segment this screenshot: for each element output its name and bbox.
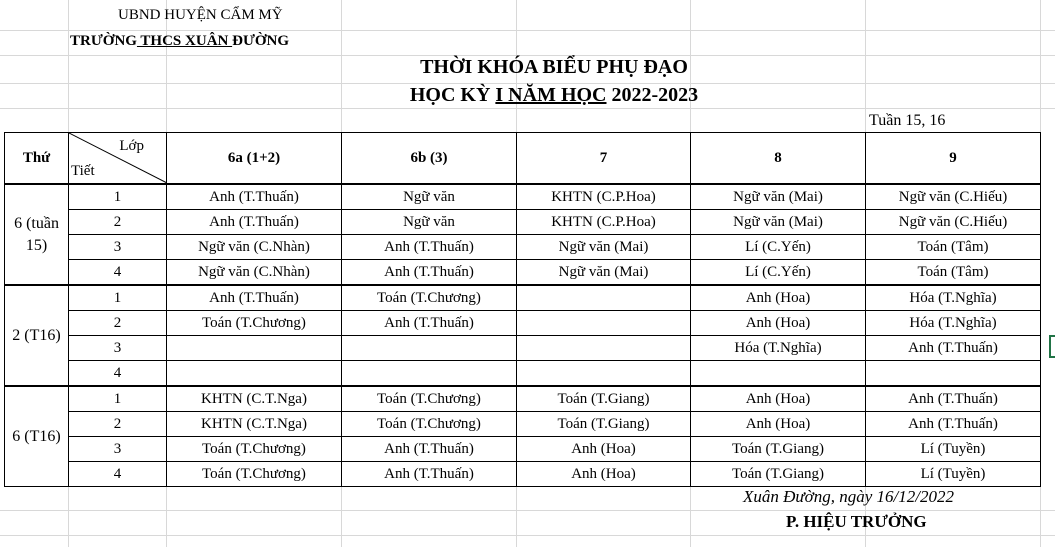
subject-cell[interactable]: Hóa (T.Nghĩa) [691,336,866,361]
subject-cell[interactable]: KHTN (C.P.Hoa) [517,184,691,210]
subject-cell[interactable] [342,361,517,387]
header-row [5,133,1041,185]
subject-cell[interactable]: Anh (T.Thuấn) [866,336,1041,361]
subject-cell[interactable]: KHTN (C.T.Nga) [167,412,342,437]
org-school-part3: ĐƯỜNG [232,33,290,49]
org-school-part2: THCS XUÂN [136,33,233,49]
subject-cell[interactable]: Toán (T.Giang) [691,462,866,487]
subject-cell[interactable]: Anh (T.Thuấn) [342,437,517,462]
subject-cell[interactable]: Toán (Tâm) [866,235,1041,260]
header-lop-tiet[interactable] [69,133,167,185]
header-thu[interactable]: Thứ [5,133,69,185]
header-lop: Lớp [119,138,144,154]
subject-cell[interactable]: Toán (T.Giang) [517,386,691,412]
day-cell[interactable]: 6 (T16) [5,386,69,487]
subject-cell[interactable]: Ngữ văn [342,210,517,235]
subject-cell[interactable]: Toán (T.Chương) [167,462,342,487]
subject-cell[interactable]: Toán (T.Chương) [342,386,517,412]
subtitle-part3: 2022-2023 [606,84,699,106]
subject-cell[interactable]: Anh (T.Thuấn) [167,184,342,210]
subject-cell[interactable]: Lí (Tuyền) [866,437,1041,462]
subject-cell[interactable]: Lí (Tuyền) [866,462,1041,487]
subject-cell[interactable]: Anh (T.Thuấn) [342,462,517,487]
subject-cell[interactable] [167,361,342,387]
subject-cell[interactable] [517,336,691,361]
table-row [5,311,1041,336]
subject-cell[interactable]: Lí (C.Yến) [691,260,866,286]
subject-cell[interactable]: Ngữ văn (Mai) [517,260,691,286]
subject-cell[interactable]: Toán (T.Chương) [342,412,517,437]
table-row [5,210,1041,235]
signature-date: Xuân Đường, ngày 16/12/2022 [743,487,954,506]
period-cell[interactable]: 2 [69,210,167,235]
subject-cell[interactable]: Anh (Hoa) [691,311,866,336]
subtitle-part1: HỌC KỲ [409,84,496,106]
subject-cell[interactable]: Anh (Hoa) [517,462,691,487]
period-cell[interactable]: 3 [69,437,167,462]
period-cell[interactable]: 2 [69,311,167,336]
table-row [5,412,1041,437]
subject-cell[interactable]: Anh (T.Thuấn) [866,386,1041,412]
subject-cell[interactable]: Ngữ văn (Mai) [691,184,866,210]
subject-cell[interactable]: Anh (Hoa) [517,437,691,462]
subject-cell[interactable] [517,311,691,336]
subtitle-part2: I NĂM HỌC [495,84,607,106]
subject-cell[interactable]: Toán (T.Chương) [342,285,517,311]
header-tiet: Tiết [71,163,95,179]
period-cell[interactable]: 1 [69,184,167,210]
subject-cell[interactable] [517,361,691,387]
org-department: UBND HUYỆN CẨM MỸ [118,7,283,23]
document-subtitle [0,84,1055,107]
subject-cell[interactable]: Anh (Hoa) [691,412,866,437]
period-cell[interactable]: 3 [69,336,167,361]
subject-cell[interactable]: Anh (T.Thuấn) [167,285,342,311]
table-row [5,386,1041,412]
subject-cell[interactable]: Toán (T.Giang) [517,412,691,437]
table-row [5,285,1041,311]
subject-cell[interactable]: Lí (C.Yến) [691,235,866,260]
subject-cell[interactable]: Toán (T.Giang) [691,437,866,462]
period-cell[interactable]: 3 [69,235,167,260]
day-cell[interactable]: 2 (T16) [5,285,69,386]
signature-title: P. HIỆU TRƯỞNG [786,512,927,531]
subject-cell[interactable]: Anh (T.Thuấn) [342,311,517,336]
subject-cell[interactable]: Anh (T.Thuấn) [167,210,342,235]
subject-cell[interactable]: Ngữ văn (C.Hiếu) [866,210,1041,235]
subject-cell[interactable] [342,336,517,361]
subject-cell[interactable] [691,361,866,387]
table-row [5,361,1041,387]
week-label: Tuần 15, 16 [869,112,946,129]
subject-cell[interactable] [517,285,691,311]
subject-cell[interactable]: Anh (T.Thuấn) [342,235,517,260]
subject-cell[interactable]: Anh (T.Thuấn) [866,412,1041,437]
header-class-0[interactable]: 6a (1+2) [167,133,342,185]
table-row [5,462,1041,487]
org-school [70,33,289,50]
subject-cell[interactable]: Hóa (T.Nghĩa) [866,311,1041,336]
subject-cell[interactable]: KHTN (C.P.Hoa) [517,210,691,235]
table-row [5,260,1041,286]
period-cell[interactable]: 4 [69,361,167,387]
subject-cell[interactable]: Anh (Hoa) [691,386,866,412]
subject-cell[interactable]: Ngữ văn (C.Nhàn) [167,235,342,260]
subject-cell[interactable]: Toán (Tâm) [866,260,1041,286]
period-cell[interactable]: 2 [69,412,167,437]
subject-cell[interactable]: Ngữ văn (C.Nhàn) [167,260,342,286]
org-school-part1: TRƯỜNG [70,33,137,49]
subject-cell[interactable] [866,361,1041,387]
table-row [5,336,1041,361]
day-cell[interactable]: 6 (tuần 15) [5,184,69,285]
timetable [4,132,1041,487]
document-title: THỜI KHÓA BIỂU PHỤ ĐẠO [420,56,688,78]
subject-cell[interactable]: Ngữ văn (C.Hiếu) [866,184,1041,210]
header-class-1[interactable]: 6b (3) [342,133,517,185]
cell-selection-edge [1049,335,1055,358]
subject-cell[interactable]: Ngữ văn [342,184,517,210]
subject-cell[interactable]: Hóa (T.Nghĩa) [866,285,1041,311]
period-cell[interactable]: 1 [69,285,167,311]
header-class-2[interactable]: 7 [517,133,691,185]
header-class-3[interactable]: 8 [691,133,866,185]
period-cell[interactable]: 4 [69,462,167,487]
table-row [5,235,1041,260]
table-row [5,437,1041,462]
period-cell[interactable]: 4 [69,260,167,286]
subject-cell[interactable]: Ngữ văn (Mai) [517,235,691,260]
period-cell[interactable]: 1 [69,386,167,412]
subject-cell[interactable]: Anh (Hoa) [691,285,866,311]
table-row [5,184,1041,210]
subject-cell[interactable]: Toán (T.Chương) [167,311,342,336]
header-class-4[interactable]: 9 [866,133,1041,185]
subject-cell[interactable]: Anh (T.Thuấn) [342,260,517,286]
subject-cell[interactable]: Toán (T.Chương) [167,437,342,462]
subject-cell[interactable]: Ngữ văn (Mai) [691,210,866,235]
subject-cell[interactable] [167,336,342,361]
subject-cell[interactable]: KHTN (C.T.Nga) [167,386,342,412]
